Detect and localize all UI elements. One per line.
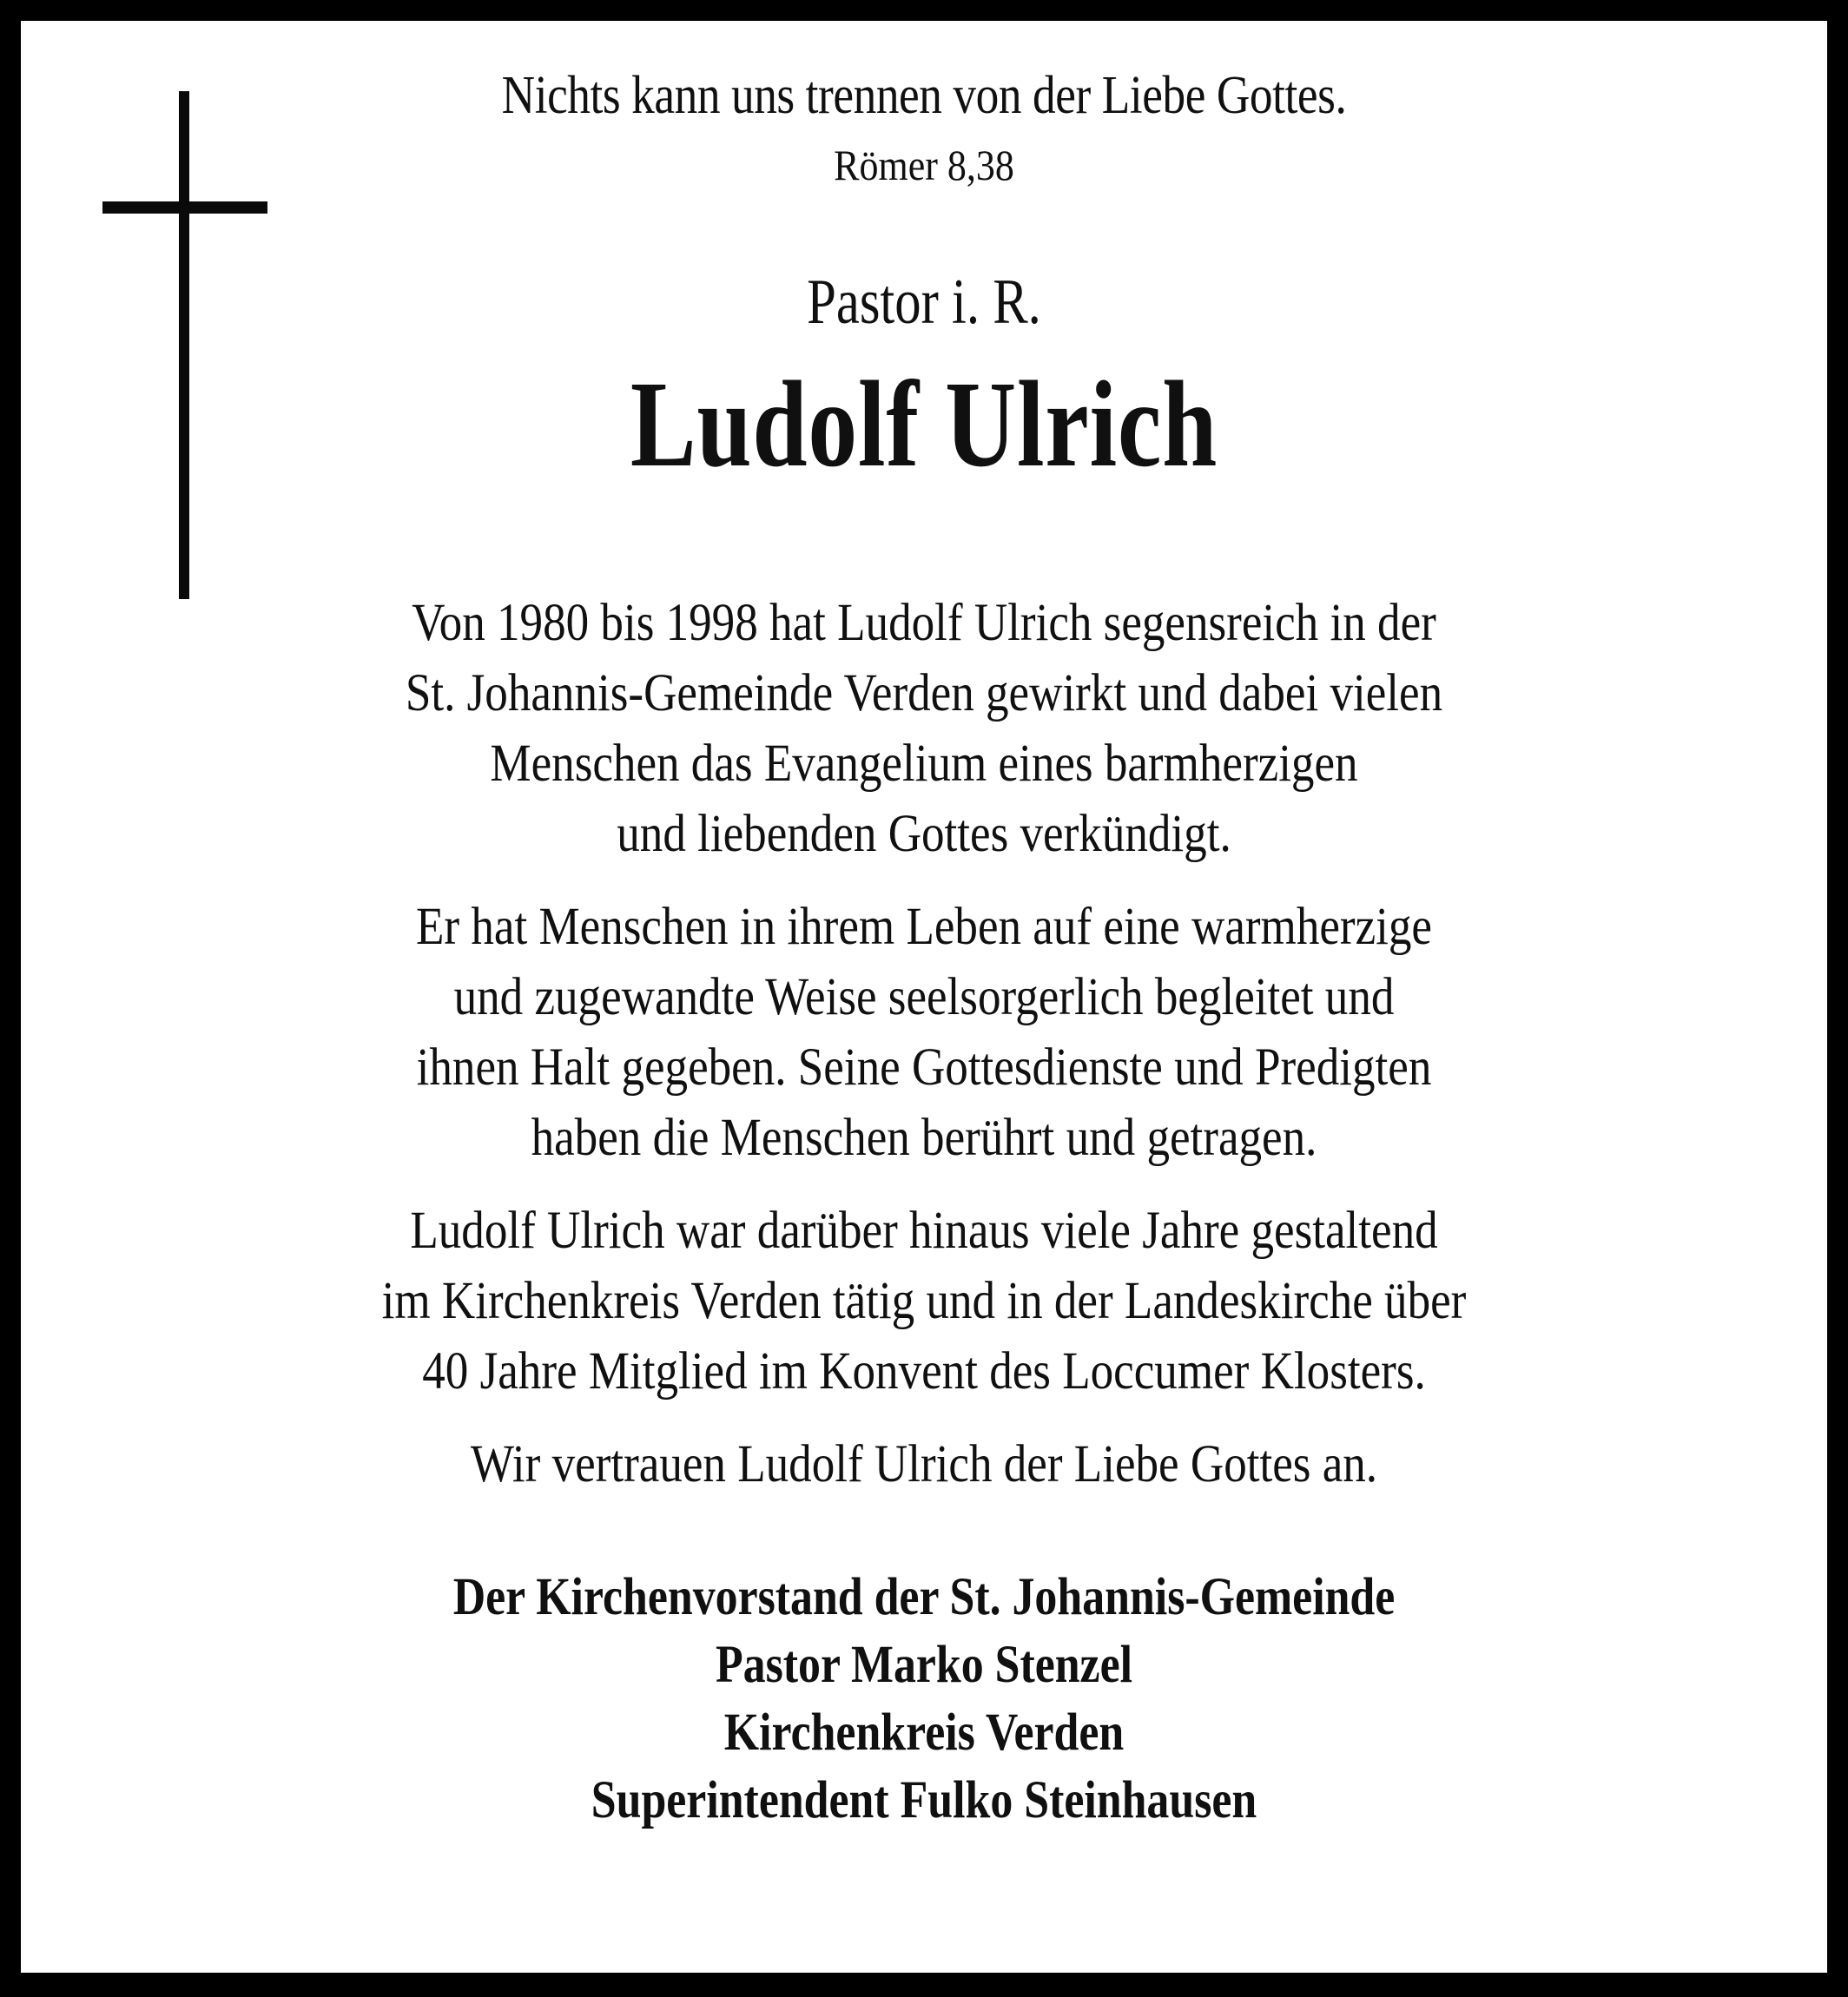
signatory-block xyxy=(21,1564,1827,1835)
tribute-line: St. Johannis-Gemeinde Verden gewirkt und dabei vielen xyxy=(405,664,1443,723)
tribute-line: Wir vertrauen Ludolf Ulrich der Liebe Gottes an. xyxy=(470,1435,1378,1494)
tribute-line: im Kirchenkreis Verden tätig und in der Landeskirche über xyxy=(381,1272,1467,1331)
notice-paper xyxy=(21,21,1827,1973)
bible-verse-reference: Römer 8,38 xyxy=(834,140,1014,189)
deceased-name: Ludolf Ulrich xyxy=(630,355,1218,493)
tribute-paragraph xyxy=(21,1429,1827,1499)
notice-content xyxy=(21,21,1827,1835)
bible-verse-block xyxy=(21,68,1827,191)
tribute-line: Von 1980 bis 1998 hat Ludolf Ulrich segensreich in der xyxy=(412,594,1436,653)
signatory-line: Pastor Marko Stenzel xyxy=(715,1636,1132,1695)
tribute-line: und zugewandte Weise seelsorgerlich begleitet und xyxy=(453,968,1395,1027)
tribute-paragraph xyxy=(21,1196,1827,1407)
signatory-line: Der Kirchenvorstand der St. Johannis-Gemeinde xyxy=(452,1568,1396,1627)
tribute-paragraph xyxy=(21,892,1827,1173)
tribute-line: haben die Menschen berührt und getragen. xyxy=(531,1109,1317,1168)
tribute-body xyxy=(21,588,1827,1499)
deceased-title-block xyxy=(21,266,1827,493)
tribute-line: Er hat Menschen in ihrem Leben auf eine warmherzige xyxy=(416,898,1432,957)
tribute-line: 40 Jahre Mitglied im Konvent des Loccumer Klosters. xyxy=(422,1342,1426,1401)
signatory-line: Kirchenkreis Verden xyxy=(723,1704,1125,1763)
bible-verse-text: Nichts kann uns trennen von der Liebe Gottes. xyxy=(501,66,1347,125)
tribute-line: ihnen Halt gegeben. Seine Gottesdienste und Predigten xyxy=(416,1038,1432,1097)
tribute-paragraph xyxy=(21,588,1827,869)
tribute-line: Ludolf Ulrich war darüber hinaus viele Jahre gestaltend xyxy=(410,1202,1438,1261)
tribute-line: und liebenden Gottes verkündigt. xyxy=(617,805,1231,864)
deceased-title: Pastor i. R. xyxy=(807,266,1041,338)
signatory-line: Superintendent Fulko Steinhausen xyxy=(591,1771,1257,1830)
tribute-line: Menschen das Evangelium eines barmherzigen xyxy=(490,735,1358,794)
